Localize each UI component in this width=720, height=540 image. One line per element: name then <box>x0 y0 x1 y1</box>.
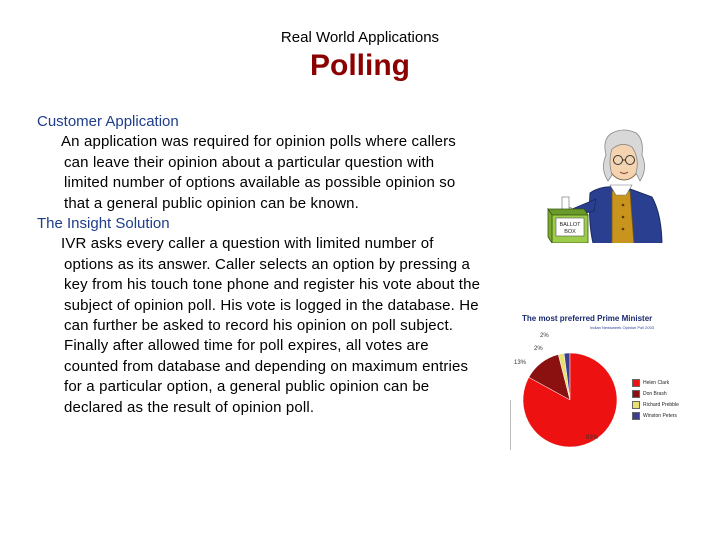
section-body-insight-solution: IVR asks every caller a question with limited number of options as its answer. Caller selects an option by pressing a key from his touch tone phone and register his vote about the subject of opinion poll. His vote is logged in the database. He can further be asked to record his opinion on poll subject. Finally after allowed time for poll expires, all votes are counted from database and depending on maximum entries for a particular option, a general public opinion can be declared as the result of opinion poll. <box>61 235 481 416</box>
ballot-label-line2: BOX <box>564 229 576 235</box>
legend-item <box>632 410 679 421</box>
slide-kicker: Real World Applications <box>280 29 440 46</box>
legend-swatch <box>632 390 640 398</box>
pct-label-winston-peters: 2% <box>540 333 549 339</box>
slide-title: Polling <box>310 49 410 82</box>
legend-item <box>632 399 679 410</box>
chart-title: The most preferred Prime Minister <box>522 314 653 323</box>
pie-svg <box>508 308 628 458</box>
pct-label-don-brash: 13% <box>514 360 527 366</box>
legend-swatch <box>632 412 640 420</box>
legend-label: Helen Clark <box>643 379 670 386</box>
section-heading-insight-solution: The Insight Solution <box>37 215 170 233</box>
legend-label: Don Brash <box>643 390 667 397</box>
legend-item <box>632 377 679 388</box>
pie-chart <box>508 308 684 458</box>
section-heading-customer-application: Customer Application <box>37 113 179 130</box>
chart-legend <box>632 377 679 421</box>
chart-subtitle: Indian Newsweek Opinion Poll 2003 <box>590 325 655 330</box>
pct-label-richard-prebble: 2% <box>534 346 543 352</box>
ballot-label-line1: BALLOT <box>559 222 581 228</box>
content-body <box>37 112 482 418</box>
ballot-box-voter-icon <box>512 125 674 253</box>
legend-swatch <box>632 379 640 387</box>
section-body-customer-application: An application was required for opinion polls where callers can leave their opinion about a particular question with limited number of options available as possible opinion so that a general public opinion can be known. <box>61 133 456 212</box>
legend-item <box>632 388 679 399</box>
legend-swatch <box>632 401 640 409</box>
pct-label-helen-clark: 83% <box>586 435 599 441</box>
legend-label: Richard Prebble <box>643 401 679 408</box>
legend-label: Winston Peters <box>643 412 677 419</box>
